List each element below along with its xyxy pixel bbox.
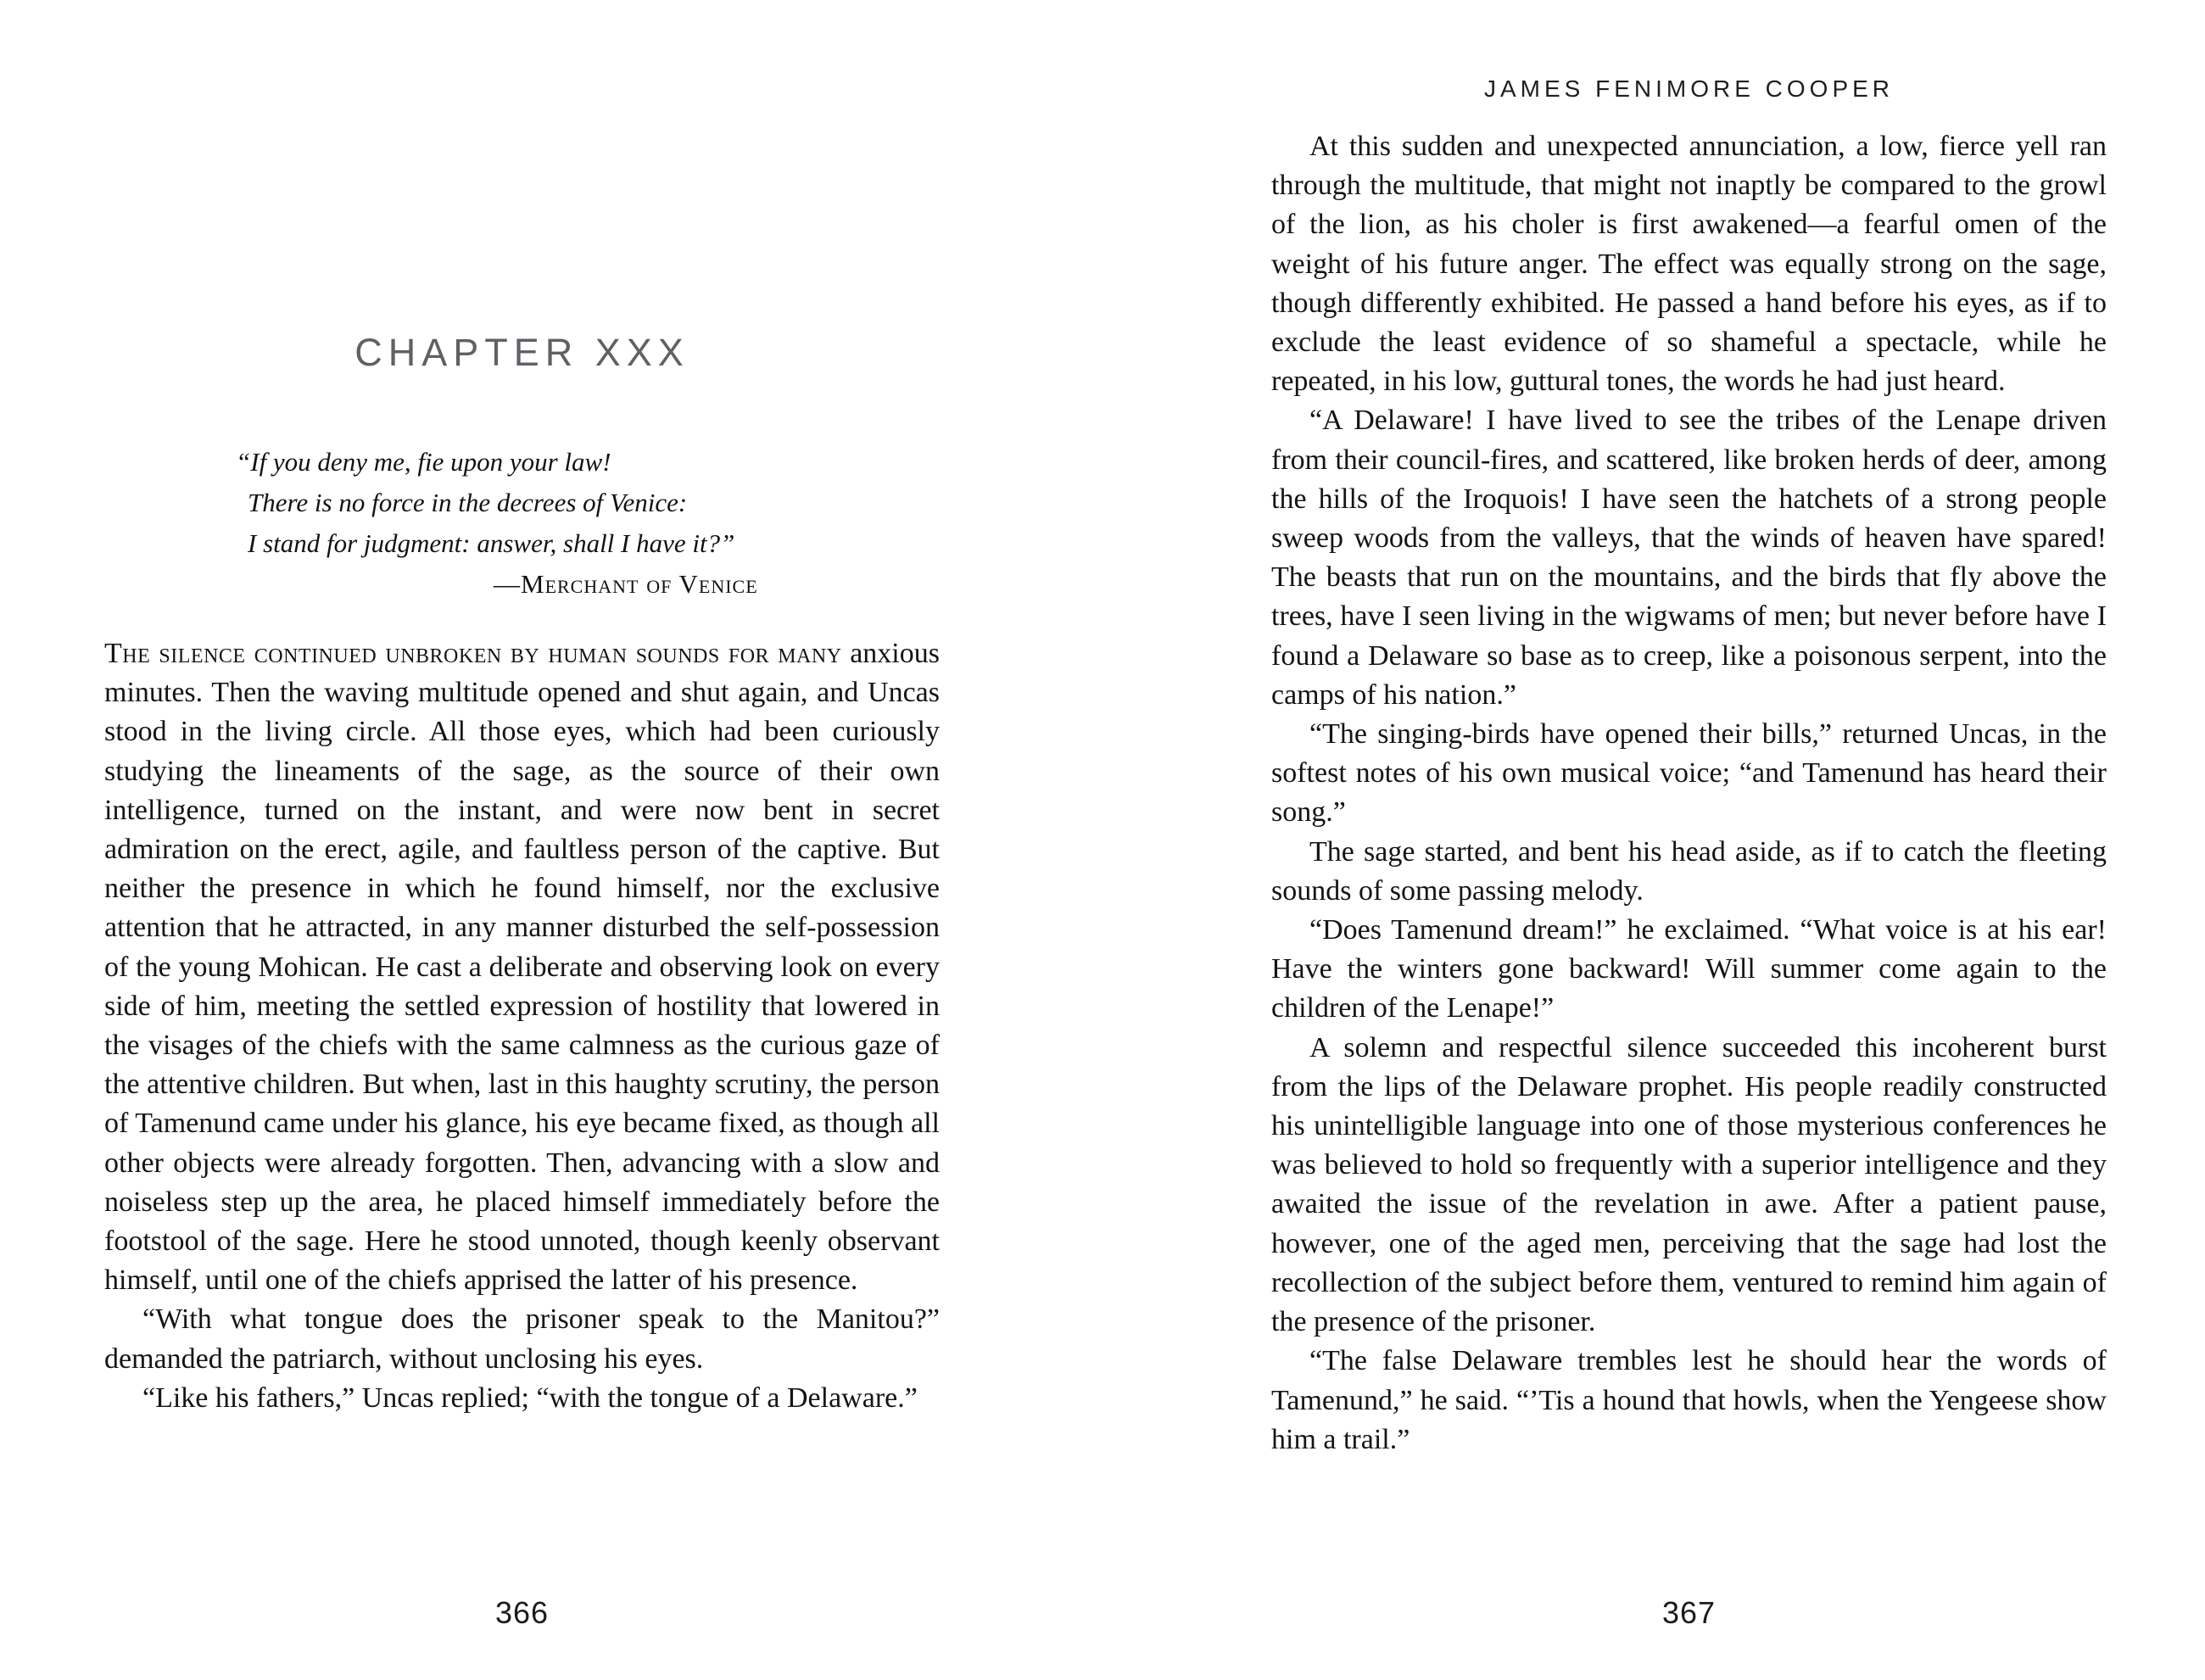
paragraph: A solemn and respectful silence succeeded this incoherent burst from the lips of the Delaware prophet. His people readily constructed his unintelligible language into one of those mysterious conferences he was believed to hold so frequently with a superior intelligence and they awaited the issue of the revelation in awe. After a patient pause, however, one of the aged men, perceiving that the sage had lost the recollection of the subject before them, ventured to remind him again of the presence of the prisoner. [1271, 1031, 2107, 1338]
paragraph: “Like his fathers,” Uncas replied; “with the tongue of a Delaware.” [142, 1381, 918, 1414]
epigraph-line: There is no force in the decrees of Venice: [248, 488, 688, 517]
epigraph-line: “If you deny me, fie upon your law! [236, 447, 611, 477]
epigraph-attribution: —Merchant of Venice [494, 569, 758, 599]
page-left [104, 0, 940, 1680]
left-body-text [104, 634, 940, 1418]
paragraph: “Does Tamenund dream!” he exclaimed. “What voice is at his ear! Have the winters gone backward! Will summer come again to the children of the Lenape!” [1271, 914, 2107, 1024]
right-body-text [1271, 127, 2107, 1460]
paragraph: At this sudden and unexpected annunciation, a low, fierce yell ran through the multitude, that might not inaptly be compared to the growl of the lion, as his choler is first awakened—a fearful omen of the weight of his future anger. The effect was equally strong on the sage, though differently exhibited. He passed a hand before his eyes, as if to exclude the least evidence of so shameful a spectacle, while he repeated, in his low, guttural tones, the words he had just heard. [1271, 131, 2107, 398]
page-number-left: 366 [494, 1595, 550, 1630]
smallcaps-lead: The silence continued unbroken by human sounds for many [104, 638, 842, 669]
running-header-author: JAMES FENIMORE COOPER [1483, 75, 1895, 102]
paragraph: “A Delaware! I have lived to see the tribes of the Lenape driven from their council-fires, and scattered, like broken herds of deer, among the hills of the Iroquois! I have seen the hatchets of a strong people sweep woods from the valleys, that the winds of heaven have spared! The beasts that run on the mountains, and the birds that fly above the trees, have I seen living in the wigwams of men; but never before have I found a Delaware so base as to creep, like a poisonous serpent, into the camps of his nation.” [1271, 405, 2107, 711]
paragraph: “The singing-birds have opened their bills,” returned Uncas, in the softest notes of his own musical voice; “and Tamenund has heard their song.” [1271, 718, 2107, 829]
page-number-right: 367 [1661, 1595, 1717, 1630]
epigraph [236, 442, 892, 605]
paragraph: The silence continued unbroken by human sounds for many anxious minutes. Then the waving multitude opened and shut again, and Uncas stood in the living circle. All those eyes, which had been curiously studying the lineaments of the sage, as the source of their own intelligence, turned on the instant, and were now bent in secret admiration on the erect, agile, and faultless person of the captive. But neither the presence in which he found himself, nor the exclusive attention that he attracted, in any manner disturbed the self-possession of the young Mohican. He cast a deliberate and observing look on every side of him, meeting the settled expression of hostility that lowered in the visages of the chiefs with the same calmness as the curious gaze of the attentive children. But when, last in this haughty scrutiny, the person of Tamenund came under his glance, his eye became fixed, as though all other objects were already forgotten. Then, advancing with a slow and noiseless step up the area, he placed himself immediately before the footstool of the sage. Here he stood unnoted, though keenly observant himself, until one of the chiefs apprised the latter of his presence. [104, 638, 940, 1297]
paragraph: “With what tongue does the prisoner speak to the Manitou?” demanded the patriarch, without unclosing his eyes. [104, 1303, 940, 1375]
epigraph-line: I stand for judgment: answer, shall I have it?” [248, 528, 735, 558]
paragraph: “The false Delaware trembles lest he should hear the words of Tamenund,” he said. “’Tis a hound that howls, when the Yengeese show him a trail.” [1271, 1345, 2107, 1455]
page-right [1271, 0, 2107, 1680]
paragraph: The sage started, and bent his head aside, as if to catch the fleeting sounds of some passing melody. [1271, 835, 2107, 907]
chapter-heading: CHAPTER XXX [354, 331, 689, 374]
epigraph-lines [236, 442, 892, 564]
